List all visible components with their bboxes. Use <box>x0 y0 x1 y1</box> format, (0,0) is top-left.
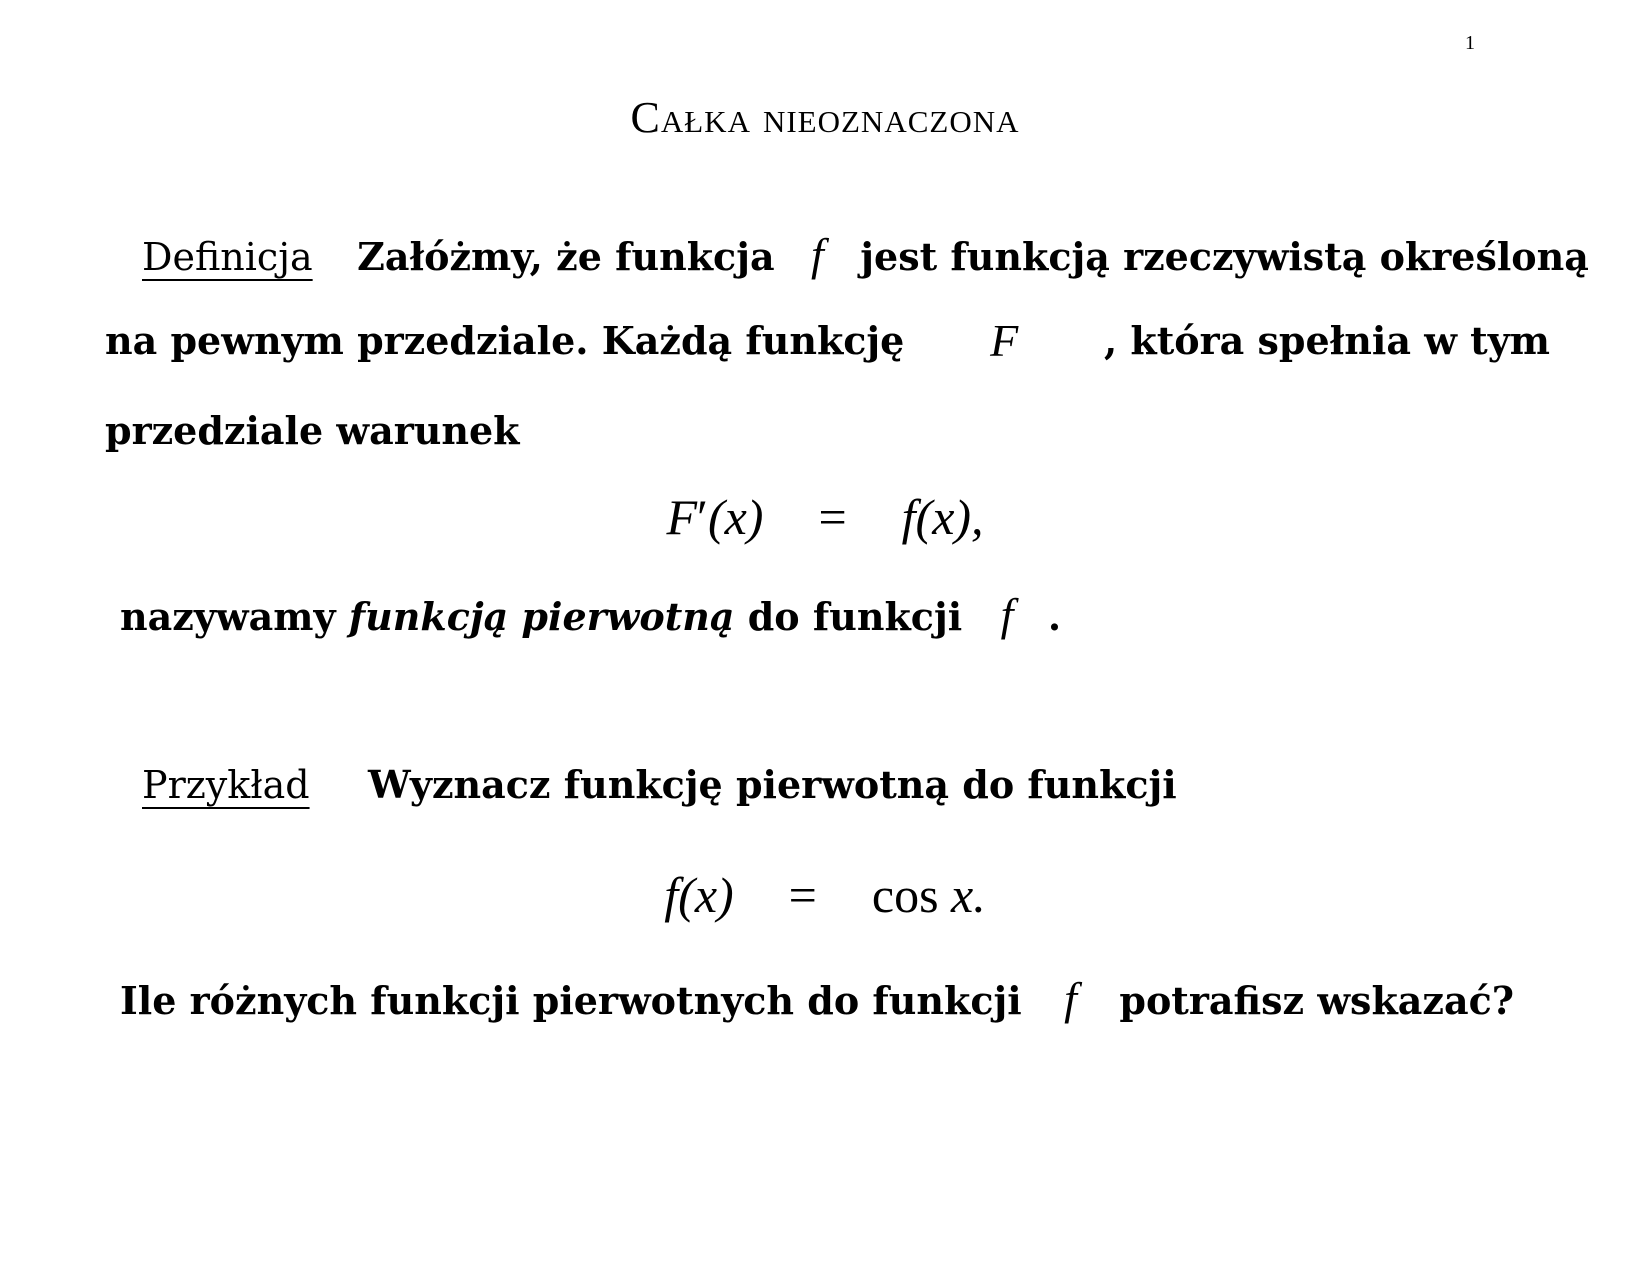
page-title: Całka nieoznaczona <box>630 93 1020 142</box>
definition-line-1 <box>142 228 1589 281</box>
example-line-1 <box>142 762 1177 807</box>
formula-rhs-x: x. <box>951 867 986 923</box>
formula-equals: = <box>818 489 847 545</box>
formula-prime: ′ <box>697 489 708 545</box>
formula-f: f <box>901 489 916 545</box>
example-label: Przykład <box>142 763 310 807</box>
definition-text-1a: Załóżmy, że funkcja <box>357 234 775 279</box>
math-symbol-f: f <box>811 229 824 280</box>
formula-F: F <box>666 489 697 545</box>
formula-lhs-arg: (x) <box>707 489 764 545</box>
definition-text-1b: jest funkcją rzeczywistą określoną <box>860 234 1589 279</box>
definition-text-4a: nazywamy <box>120 594 336 639</box>
formula-equals: = <box>788 867 817 923</box>
formula-lhs-arg: (x) <box>678 867 734 923</box>
math-symbol-F: F <box>990 315 1019 366</box>
definition-line-3: przedziale warunek <box>105 408 520 453</box>
math-symbol-f: f <box>1000 589 1014 640</box>
definition-text-2a: na pewnym przedziale. Każdą funkcję <box>105 318 905 363</box>
question-text-b: potrafisz wskazać? <box>1119 978 1514 1023</box>
formula-f: f <box>664 867 679 923</box>
definition-line-4 <box>120 588 1061 641</box>
definition-text-2b: , która spełnia w tym <box>1103 318 1550 363</box>
definition-term: funkcją pierwotną <box>348 594 735 639</box>
question-text-a: Ile różnych funkcji pierwotnych do funkcji <box>120 978 1022 1023</box>
definition-text-4b: do funkcji <box>747 594 963 639</box>
page-number: 1 <box>1465 32 1475 54</box>
example-text-1: Wyznacz funkcję pierwotną do funkcji <box>368 762 1177 807</box>
definition-line-2 <box>105 315 1550 371</box>
math-symbol-f: f <box>1064 973 1077 1024</box>
definition-period: . <box>1047 594 1062 639</box>
formula-cos: cos <box>871 867 939 923</box>
example-formula <box>0 866 1650 924</box>
definition-label: Definicja <box>142 235 313 279</box>
definition-formula <box>0 488 1650 546</box>
formula-rhs-arg: (x), <box>915 489 984 545</box>
example-question <box>120 972 1514 1025</box>
